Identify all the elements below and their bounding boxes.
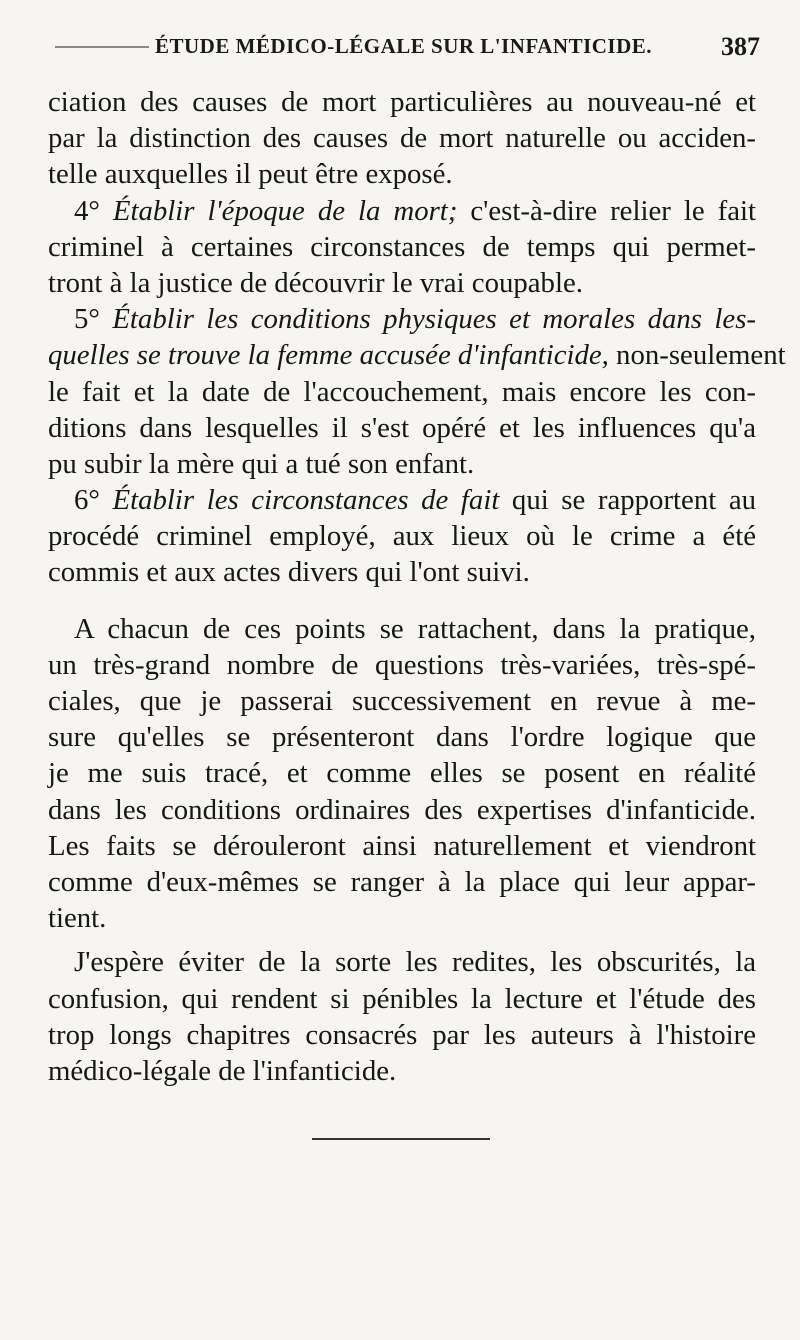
running-title: ÉTUDE MÉDICO-LÉGALE SUR L'INFANTICIDE.	[155, 34, 653, 58]
point-number: 4°	[74, 194, 100, 227]
paragraph-point-6	[48, 482, 756, 591]
paragraph-point-4	[48, 193, 756, 302]
text-line	[48, 301, 756, 337]
paragraph-gap	[48, 936, 756, 944]
text-span: qui se rapportent au	[499, 484, 756, 517]
text-line: J'espère éviter de la sorte les redites, les obscurités, la	[74, 946, 756, 979]
text-line: comme d'eux-mêmes se ranger à la place qui leur appar-	[48, 865, 756, 898]
point-number: 5°	[74, 303, 100, 336]
text-span: non-seulement	[608, 339, 786, 372]
text-line	[48, 482, 756, 518]
text-line	[48, 193, 756, 229]
text-line: médico-légale de l'infanticide.	[48, 1054, 397, 1087]
text-line: tient.	[48, 902, 107, 935]
paragraph-continuation	[48, 84, 756, 193]
text-line: dans les conditions ordinaires des expertises d'infanticide.	[48, 793, 756, 826]
paragraph-gap	[48, 591, 756, 611]
text-line: ciation des causes de mort particulières au nouveau-né et	[48, 86, 756, 118]
text-line: sure qu'elles se présenteront dans l'ordre logique que	[48, 721, 756, 754]
text-line: Les faits se dérouleront ainsi naturellement et viendront	[48, 829, 756, 862]
running-header	[55, 32, 760, 68]
point-heading: Établir les conditions physiques et morales dans les-	[112, 303, 756, 336]
page-body	[48, 84, 786, 1089]
text-line: un très-grand nombre de questions très-variées, très-spé-	[48, 648, 756, 681]
header-rule	[55, 46, 149, 48]
text-line: par la distinction des causes de mort naturelle ou acciden-	[48, 122, 756, 155]
text-line: trop longs chapitres consacrés par les auteurs à l'histoire	[48, 1018, 756, 1051]
point-heading-cont: quelles se trouve la femme accusée d'infanticide,	[48, 339, 609, 372]
page-number: 387	[721, 32, 760, 61]
text-line: tront à la justice de découvrir le vrai coupable.	[48, 266, 583, 299]
text-line: procédé criminel employé, aux lieux où le crime a été	[48, 520, 756, 553]
point-heading: Établir les circonstances de fait	[112, 484, 500, 517]
text-line: ditions dans lesquelles il s'est opéré et les influences qu'a	[48, 411, 756, 444]
point-heading: Établir l'époque de la mort;	[112, 194, 458, 227]
text-line: confusion, qui rendent si pénibles la lecture et l'étude des	[48, 982, 756, 1015]
text-line: ciales, que je passerai successivement en revue à me-	[48, 685, 756, 717]
text-line: pu subir la mère qui a tué son enfant.	[48, 447, 475, 480]
text-line: je me suis tracé, et comme elles se posent en réalité	[48, 757, 756, 790]
section-end-rule	[312, 1138, 490, 1140]
text-line: criminel à certaines circonstances de temps qui permet-	[48, 230, 756, 263]
paragraph-point-5	[48, 301, 786, 482]
point-number: 6°	[74, 484, 100, 517]
paragraph-chacun	[48, 611, 756, 937]
text-line: commis et aux actes divers qui l'ont suivi.	[48, 556, 530, 589]
text-span: c'est-à-dire relier le fait	[457, 194, 756, 227]
text-line	[48, 337, 786, 373]
text-line: A chacun de ces points se rattachent, dans la pratique,	[74, 612, 756, 645]
text-line: le fait et la date de l'accouchement, mais encore les con-	[48, 375, 756, 408]
paragraph-espere	[48, 944, 756, 1089]
text-line: telle auxquelles il peut être exposé.	[48, 158, 453, 191]
